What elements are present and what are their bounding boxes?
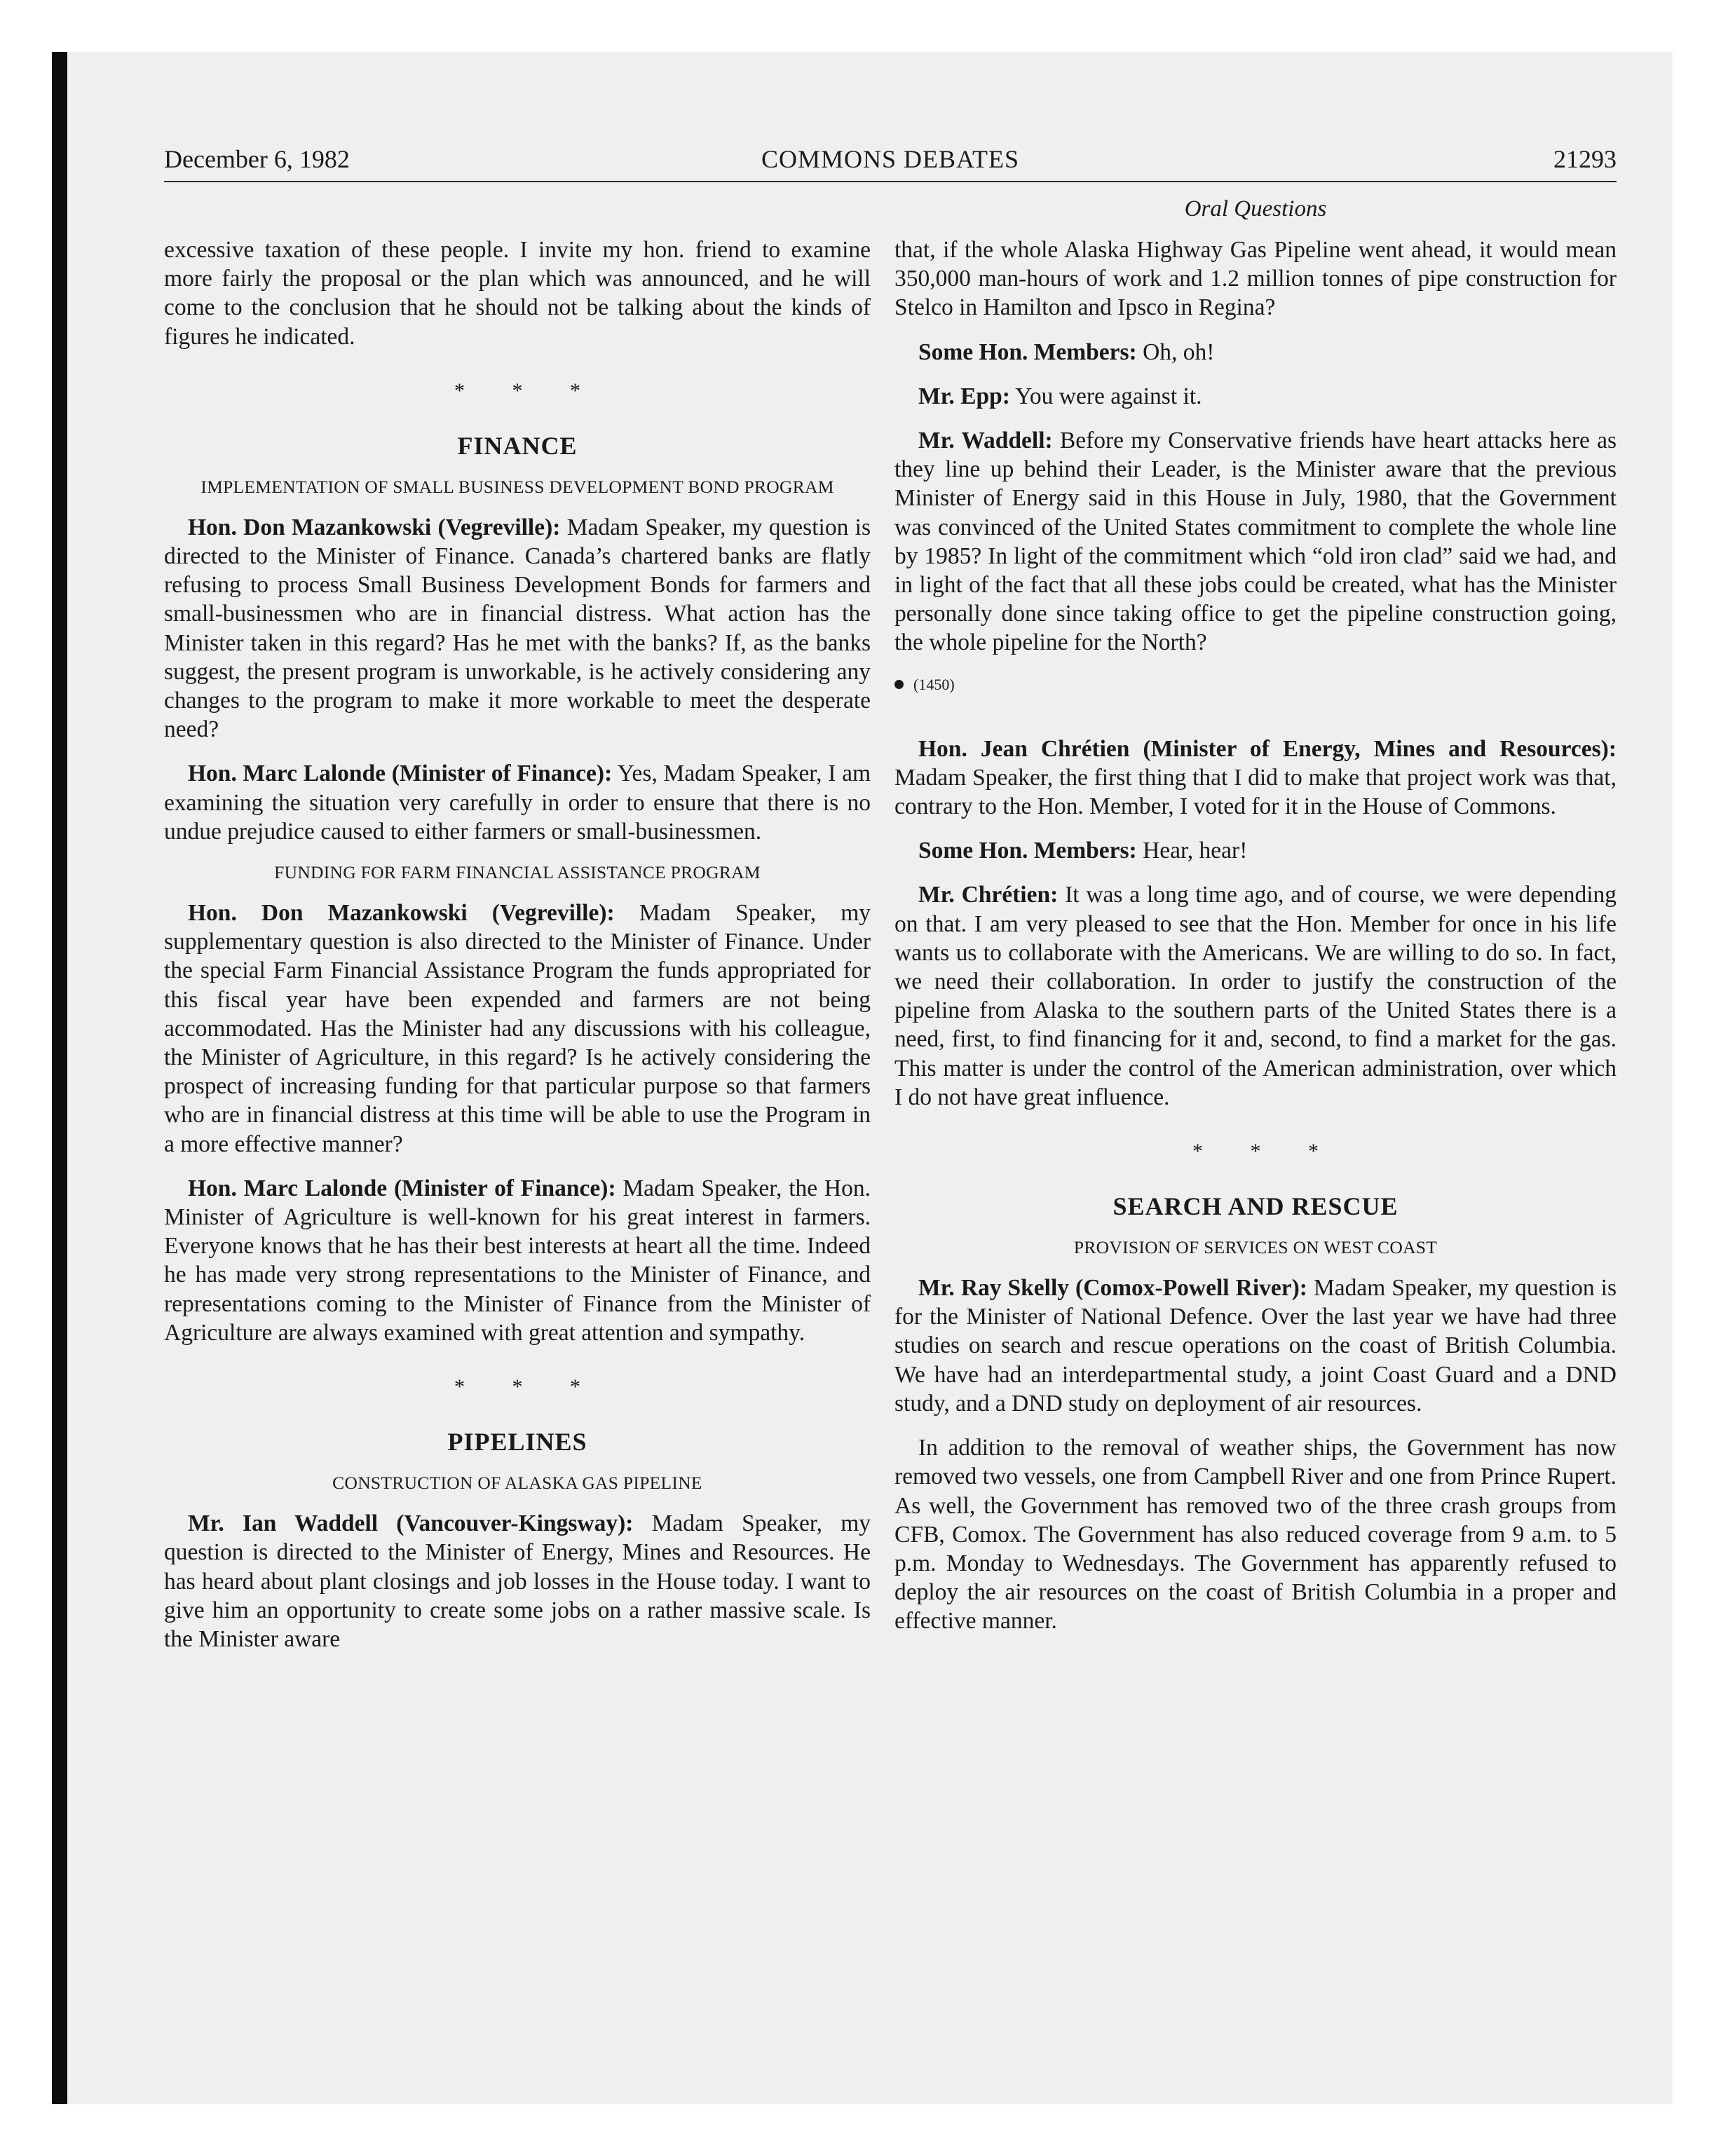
paragraph — [164, 759, 871, 846]
page-header — [164, 144, 1617, 177]
speaker-name: Hon. Marc Lalonde (Minister of Finance): — [188, 1175, 616, 1201]
speech-text: Madam Speaker, my supplementary question is also directed to the Minister of Finance. Under the special Farm Financial Assistance Program the funds appropriated for this fiscal year have been expended and farmers are not being accommodated. Has the Minister had any discussions with his colleague, the Minister of Agriculture, in this regard? Is he actively considering the prospect of increasing funding for that particular purpose so that farmers who are in financial distress at this time will be able to use the Program in a more effective manner? — [164, 900, 871, 1157]
speech-text: Madam Speaker, the Hon. Minister of Agriculture is well-known for his great interest in farmers. Everyone knows that he has their best interests at heart all the time. Indeed he has made very strong representations to the Minister of Finance, and representations coming to the Minister of Finance from the Minister of Agriculture are always examined with great attention and sympathy. — [164, 1175, 871, 1346]
subheading: PROVISION OF SERVICES ON WEST COAST — [1073, 1237, 1438, 1258]
section-heading: PIPELINES — [447, 1428, 587, 1456]
paragraph — [894, 338, 1617, 367]
right-column — [894, 236, 1617, 1651]
speech-text: You were against it. — [1009, 383, 1202, 409]
speech-text: It was a long time ago, and of course, we were depending on that. I am very pleased to see that the Hon. Member for once in his life wants us to collaborate with the Americans. We are willing to do so. In fact, we need their collaboration. In order to justify the construction of the pipeline from Alaska to the southern parts of the United States there is a need, first, to find financing for it and, second, to find a market for the gas. This matter is under the control of the American administration, over which I do not have great influence. — [894, 882, 1617, 1110]
paragraph: that, if the whole Alaska Highway Gas Pipeline went ahead, it would mean 350,000 man-hours of work and 1.2 million tonnes of pipe construction for Stelco in Hamilton and Ipsco in Regina? — [894, 237, 1617, 321]
paragraph — [164, 1174, 871, 1347]
speaker-name: Mr. Waddell: — [918, 428, 1053, 454]
subheading: FUNDING FOR FARM FINANCIAL ASSISTANCE PROGRAM — [274, 862, 761, 883]
paragraph — [164, 513, 871, 744]
section-heading: FINANCE — [457, 431, 578, 460]
paragraph — [894, 735, 1617, 821]
scan-edge — [52, 52, 67, 2104]
header-page-number: 21293 — [1553, 145, 1617, 173]
header-rule — [164, 181, 1617, 182]
speaker-name: Mr. Ray Skelly (Comox-Powell River): — [918, 1275, 1307, 1302]
header-publication: COMMONS DEBATES — [761, 145, 1020, 173]
paragraph — [894, 426, 1617, 657]
speaker-name: Hon. Marc Lalonde (Minister of Finance): — [188, 760, 613, 787]
paragraph: In addition to the removal of weather ships, the Government has now removed two vessels, one from Campbell River and one from Prince Rupert. As well, the Government has removed two of the three crash groups from CFB, Comox. The Government has also reduced coverage from 9 a.m. to 5 p.m. Monday to Wednesdays. The Government has apparently refused to deploy the air resources on the coast of British Columbia in a proper and effective manner. — [894, 1435, 1617, 1635]
speaker-name: Mr. Chrétien: — [918, 882, 1059, 908]
running-head: Oral Questions — [1184, 196, 1327, 221]
paragraph — [894, 836, 1617, 865]
paragraph — [894, 1274, 1617, 1418]
section-separator: * * * — [1192, 1140, 1340, 1164]
paragraph — [164, 899, 871, 1159]
scanned-page — [52, 52, 1673, 2104]
section-separator: * * * — [454, 1375, 601, 1399]
speaker-name: Some Hon. Members: — [918, 838, 1137, 864]
left-column — [164, 236, 871, 1669]
speech-text: Madam Speaker, my question is directed to the Minister of Finance. Canada’s chartered banks are flatly refusing to process Small Business Development Bonds for farmers and small-businessmen who are in financial distress. What action has the Minister taken in this regard? Has he met with the banks? If, as the banks suggest, the present program is unworkable, is he actively considering any changes to the program to make it more workable to meet the desperate need? — [164, 514, 871, 743]
paragraph — [894, 880, 1617, 1112]
time-marker-label: (1450) — [913, 675, 955, 693]
paragraph: excessive taxation of these people. I invite my hon. friend to examine more fairly the proposal or the plan which was announced, and he will come to the conclusion that he should not be talking about the kinds of figures he indicated. — [164, 237, 871, 350]
speech-text: Madam Speaker, my question is for the Minister of National Defence. Over the last year we have had three studies on search and rescue operations on the coast of British Columbia. We have had an interdepartmental study, a joint Coast Guard and a DND study, and a DND study on deployment of air resources. — [894, 1275, 1617, 1417]
speech-text: Oh, oh! — [1136, 339, 1215, 365]
speaker-name: Hon. Don Mazankowski (Vegreville): — [188, 900, 615, 927]
speech-text: Madam Speaker, my question is directed to the Minister of Energy, Mines and Resources. He has heard about plant closings and job losses in the House today. I want to give him an opportunity to create some jobs on a rather massive scale. Is the Minister aware — [164, 1510, 871, 1652]
bullet-icon — [894, 680, 904, 689]
section-heading: SEARCH AND RESCUE — [1113, 1192, 1399, 1221]
speaker-name: Hon. Don Mazankowski (Vegreville): — [188, 514, 561, 540]
paragraph — [894, 382, 1617, 411]
speech-text: Before my Conservative friends have heart attacks here as they line up behind their Leader, is the Minister aware that the previous Minister of Energy said in this House in July, 1980, that the Government was convinced of the United States commitment to complete the whole line by 1985? In light of the commitment which “old iron clad” said we had, and in light of the fact that all these jobs could be created, what has the Minister personally done since taking office to get the pipeline construction going, the whole pipeline for the North? — [894, 428, 1617, 656]
speaker-name: Hon. Jean Chrétien (Minister of Energy, Mines and Resources): — [918, 735, 1617, 762]
speaker-name: Some Hon. Members: — [918, 339, 1137, 365]
paragraph — [164, 1509, 871, 1653]
speech-text: Hear, hear! — [1136, 838, 1248, 864]
speaker-name: Mr. Ian Waddell (Vancouver-Kingsway): — [188, 1510, 634, 1537]
header-date: December 6, 1982 — [164, 145, 350, 173]
subheading: CONSTRUCTION OF ALASKA GAS PIPELINE — [332, 1473, 702, 1494]
speech-text: Yes, Madam Speaker, I am examining the situation very carefully in order to ensure that there is no undue prejudice caused to either farmers or small-businessmen. — [164, 760, 871, 845]
subheading: IMPLEMENTATION OF SMALL BUSINESS DEVELOPMENT BOND PROGRAM — [200, 476, 834, 497]
speaker-name: Mr. Epp: — [918, 383, 1010, 409]
section-separator: * * * — [454, 378, 601, 402]
time-marker — [894, 676, 1617, 694]
speech-text: Madam Speaker, the first thing that I did to make that project work was that, contrary to the Hon. Member, I voted for it in the House of Commons. — [894, 764, 1617, 820]
